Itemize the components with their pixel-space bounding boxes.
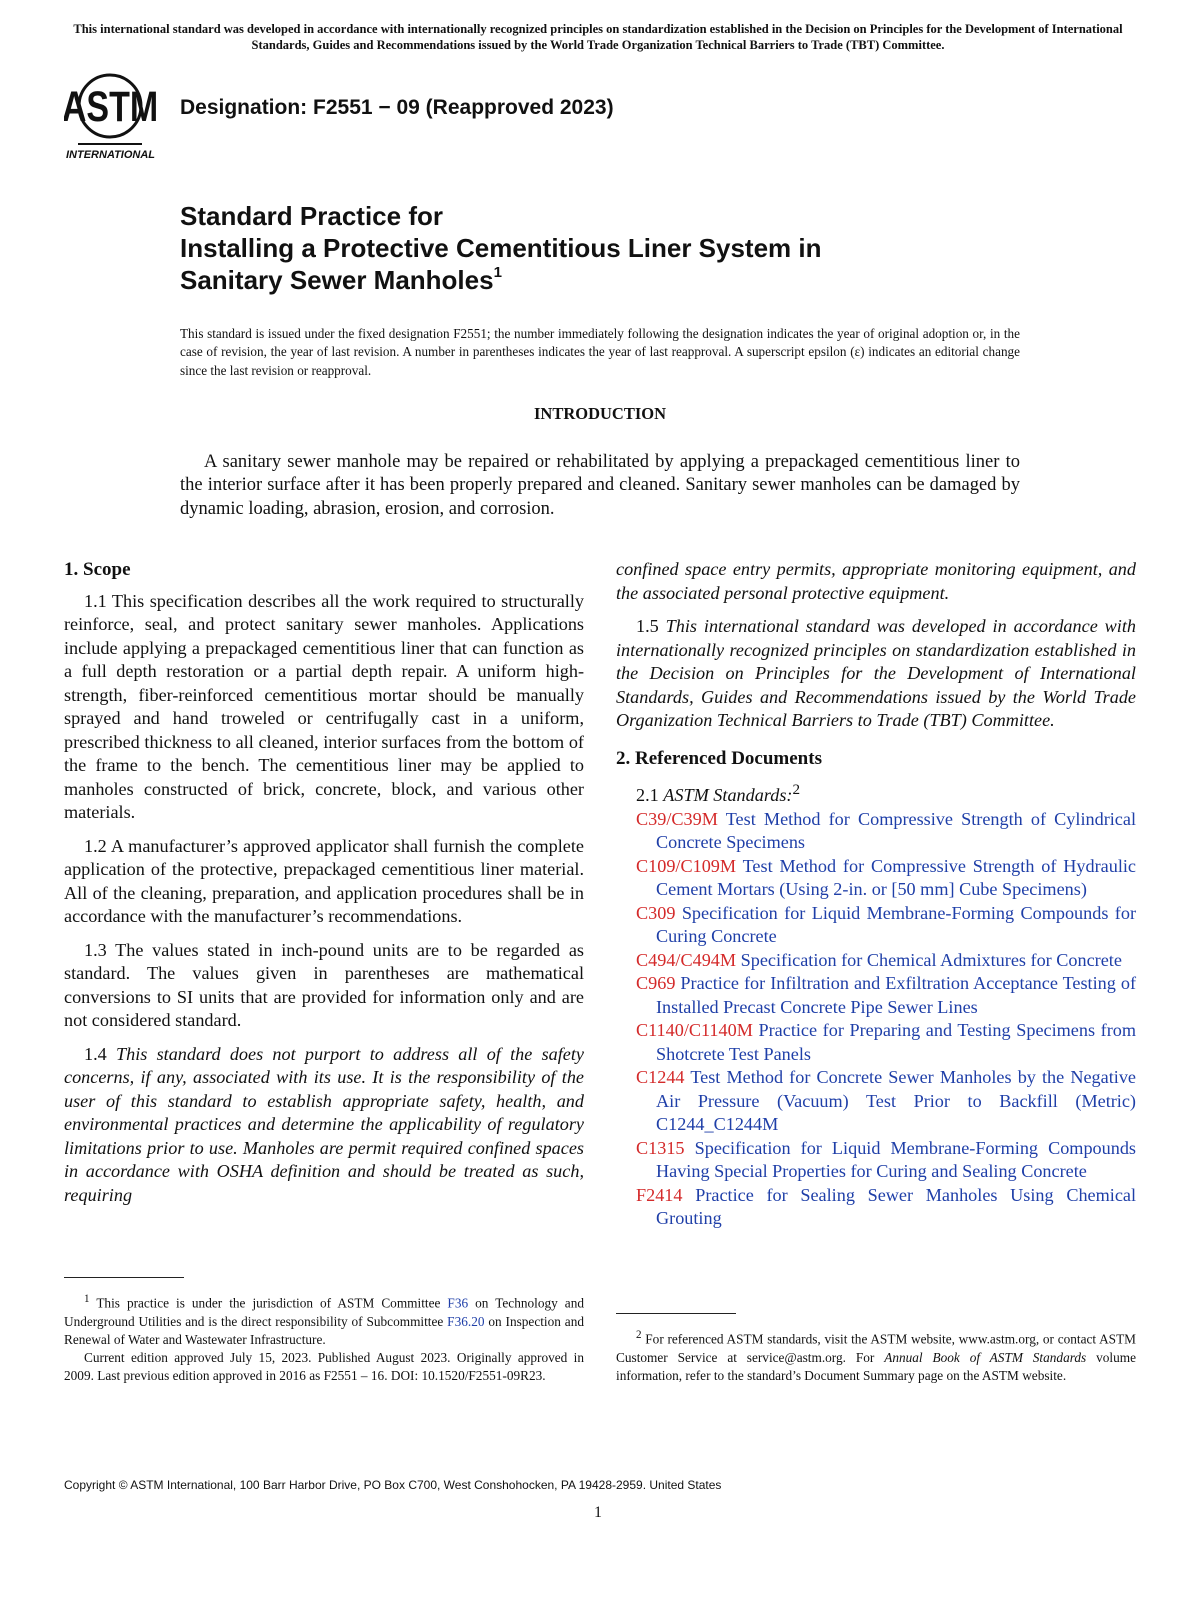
- scope-1-3: 1.3 The values stated in inch-pound units are to be regarded as standard. The values given in parentheses are mathematical conversions to SI units that are provided for information only and are not considered standard.: [64, 939, 584, 1030]
- top-notice: This international standard was developed in accordance with internationally recognized principles on standardization established in the Decision on Principles for the Development of International Standards, Guides and Recommendations issued by the World Trade Organization Technical Barriers to Trade (TBT) Committee.: [73, 22, 1123, 52]
- logo-text: INTERNATIONAL: [66, 149, 156, 161]
- referenced-documents-heading: 2. Referenced Documents: [616, 747, 822, 769]
- reference-item[interactable]: C1244 Test Method for Concrete Sewer Manholes by the Negative Air Pressure (Vacuum) Test Prior to Backfill (Metric) C1244_C1244M: [636, 1067, 1136, 1135]
- title-line-1: Standard Practice for: [180, 201, 443, 231]
- link-f36-20[interactable]: F36.20: [447, 1313, 485, 1329]
- reference-list: [616, 808, 1136, 1231]
- link-f36[interactable]: F36: [447, 1295, 469, 1311]
- scope-1-5: 1.5 This international standard was developed in accordance with internationally recognized principles on standardization established in the Decision on Principles for the Development of International Standards, Guides and Recommendations issued by the World Trade Organization Technical Barriers to Trade (TBT) Committee.: [616, 616, 1137, 730]
- issue-note: This standard is issued under the fixed designation F2551; the number immediately following the designation indicates the year of original adoption or, in the case of revision, the year of last revision. A number in parentheses indicates the year of last reapproval. A superscript epsilon (ε) indicates an editorial change since the last revision or reapproval.: [180, 326, 1020, 378]
- svg-text:ASTM: ASTM: [64, 83, 159, 132]
- page-number: 1: [594, 1504, 602, 1521]
- reference-item[interactable]: C1315 Specification for Liquid Membrane-Forming Compounds Having Special Properties for Curing and Sealing Concrete: [636, 1137, 1137, 1182]
- title-line-2: Installing a Protective Cementitious Liner System in: [180, 233, 822, 263]
- scope-1-4: 1.4 This standard does not purport to address all of the safety concerns, if any, associated with its use. It is the responsibility of the user of this standard to establish appropriate safety, health, and environmental practices and determine the applicability of regulatory limitations prior to use. Manholes are permit required confined spaces in accordance with OSHA definition and should be treated as such, requiring: [64, 1043, 584, 1205]
- astm-standards-label: 2.1 ASTM Standards:$^2$: [636, 781, 801, 806]
- reference-item[interactable]: C309 Specification for Liquid Membrane-Forming Compounds for Curing Concrete: [636, 902, 1136, 947]
- astm-logo: [64, 70, 168, 166]
- title-footnote-mark[interactable]: 1: [493, 264, 502, 281]
- reference-item[interactable]: C109/C109M Test Method for Compressive Strength of Hydraulic Cement Mortars (Using 2-in. or [50 mm] Cube Specimens): [636, 855, 1136, 900]
- introduction-heading: INTRODUCTION: [533, 404, 667, 423]
- document-title: [180, 200, 1120, 296]
- footnote-1-edition: Current edition approved July 15, 2023. Published August 2023. Originally approved in 2009. Last previous edition approved in 2016 as F2551 – 16. DOI: 10.1520/F2551-09R23.: [64, 1350, 584, 1384]
- scope-1-4-continued: confined space entry permits, appropriate monitoring equipment, and the associated personal protective equipment.: [616, 559, 1136, 603]
- footnote-2: $^2$ For referenced ASTM standards, visit the ASTM website, www.astm.org, or contact ASTM Customer Service at service@astm.org. For Annual Book of ASTM Standards volume information, refer to the standard’s Document Summary page on the ASTM website.: [616, 1329, 1137, 1383]
- footnote-1: $^1$ This practice is under the jurisdiction of ASTM Committee F36 on Technology and Underground Utilities and is the direct responsibility of Subcommittee F36.20 on Inspection and Renewal of Water and Wastewater Infrastructure. Current edition approved July 15, 2023. Published August 2023. Originally approved in 2009. Last previous edition approved in 2016 as F2551 – 16. DOI: 10.1520/F2551-09R23.: [64, 1290, 584, 1385]
- footnote-rule-right: [616, 1313, 736, 1314]
- title-line-3: Sanitary Sewer Manholes$^1$: [180, 264, 502, 295]
- reference-item[interactable]: C39/C39M Test Method for Compressive Strength of Cylindrical Concrete Specimens: [636, 808, 1137, 853]
- scope-1-1: 1.1 This specification describes all the work required to structurally reinforce, seal, and protect sanitary sewer manholes. Applications include applying a prepackaged cementitious liner that can function as a full depth restoration or a partial depth repair. A uniform high-strength, fiber-reinforced cementitious mortar should be manually sprayed and hand troweled or centrifugally cast in a uniform, prescribed thickness to all cleaned, interior surfaces from the bottom of the frame to the bench. The cementitious liner may be applied to manholes constructed of brick, concrete, block, and various other materials.: [64, 590, 584, 822]
- right-column: [616, 558, 1136, 1231]
- footnote-rule-left: [64, 1277, 184, 1278]
- scope-1-2: 1.2 A manufacturer’s approved applicator shall furnish the complete application of the protective, prepackaged cementitious liner material. All of the cleaning, preparation, and application procedures shall be in accordance with the manufacturer’s recommendations.: [64, 835, 584, 926]
- reference-item[interactable]: C1140/C1140M Practice for Preparing and Testing Specimens from Shotcrete Test Panels: [636, 1020, 1136, 1064]
- designation: Designation: F2551 − 09 (Reapproved 2023): [180, 96, 614, 119]
- reference-item[interactable]: C969 Practice for Infiltration and Exfiltration Acceptance Testing of Installed Precast Concrete Pipe Sewer Lines: [636, 973, 1136, 1017]
- introduction-text: A sanitary sewer manhole may be repaired or rehabilitated by applying a prepackaged cementitious liner to the interior surface after it has been properly prepared and cleaned. Sanitary sewer manholes can be damaged by dynamic loading, abrasion, erosion, and corrosion.: [180, 452, 1020, 519]
- reference-item[interactable]: F2414 Practice for Sealing Sewer Manholes Using Chemical Grouting: [636, 1184, 1137, 1229]
- astm-logo-icon: [64, 70, 168, 166]
- reference-item[interactable]: C494/C494M Specification for Chemical Admixtures for Concrete: [636, 949, 1122, 970]
- left-column: [64, 558, 584, 1207]
- copyright-footer: Copyright © ASTM International, 100 Barr Harbor Drive, PO Box C700, West Conshohocken, PA 19428-2959. United States: [64, 1478, 722, 1492]
- scope-heading: 1. Scope: [64, 559, 131, 580]
